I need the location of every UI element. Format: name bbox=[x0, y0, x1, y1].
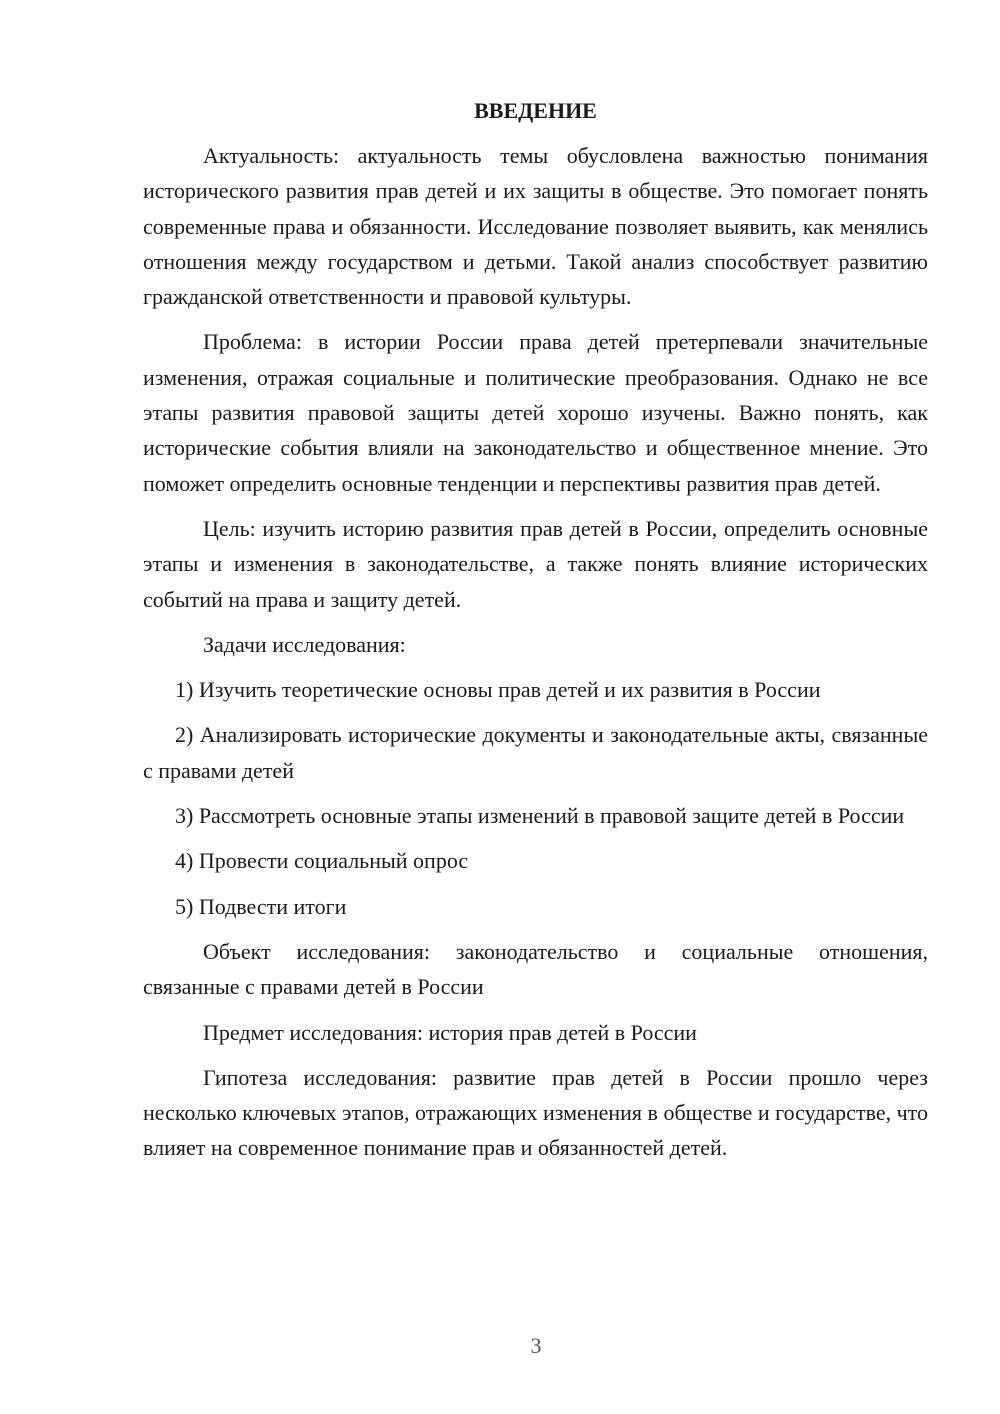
task-item-3: 3) Рассмотреть основные этапы изменений в правовой защите детей в России bbox=[175, 803, 905, 829]
task-item-5: 5) Подвести итоги bbox=[175, 893, 347, 919]
relevance-paragraph: Актуальность: актуальность темы обусловлена важностью понимания исторического развития прав детей и их защиты в обществе. Это помогает понять современные права и обязанности. Исследование позволяет выявить, как менялись отношения между государством и детьми. Такой анализ способствует развитию гражданской ответственности и правовой культуры. bbox=[143, 143, 928, 310]
task-item-1: 1) Изучить теоретические основы прав детей и их развития в России bbox=[175, 677, 821, 703]
subject-paragraph: Предмет исследования: история прав детей в России bbox=[203, 1019, 697, 1045]
page-title: ВВЕДЕНИЕ bbox=[474, 98, 597, 123]
task-item-4: 4) Провести социальный опрос bbox=[175, 848, 469, 874]
hypothesis-paragraph: Гипотеза исследования: развитие прав детей в России прошло через несколько ключевых этапов, отражающих изменения в обществе и государстве, что влияет на современное понимание прав и обязанностей детей. bbox=[143, 1064, 928, 1161]
document-page bbox=[143, 96, 928, 1176]
goal-paragraph: Цель: изучить историю развития прав детей в России, определить основные этапы и изменения в законодательстве, а также понять влияние исторических событий на права и защиту детей. bbox=[143, 515, 928, 612]
tasks-title: Задачи исследования: bbox=[203, 631, 406, 657]
page-number: 3 bbox=[530, 1333, 542, 1358]
object-paragraph: Объект исследования: законодательство и социальные отношения, связанные с правами детей в России bbox=[143, 938, 928, 1000]
problem-paragraph: Проблема: в истории России права детей претерпевали значительные изменения, отражая социальные и политические преобразования. Однако не все этапы развития правовой защиты детей хорошо изучены. Важно понять, как исторические события влияли на законодательство и общественное мнение. Это поможет определить основные тенденции и перспективы развития прав детей. bbox=[143, 329, 928, 496]
task-item-2: 2) Анализировать исторические документы и законодательные акты, связанные с правами детей bbox=[143, 722, 928, 783]
